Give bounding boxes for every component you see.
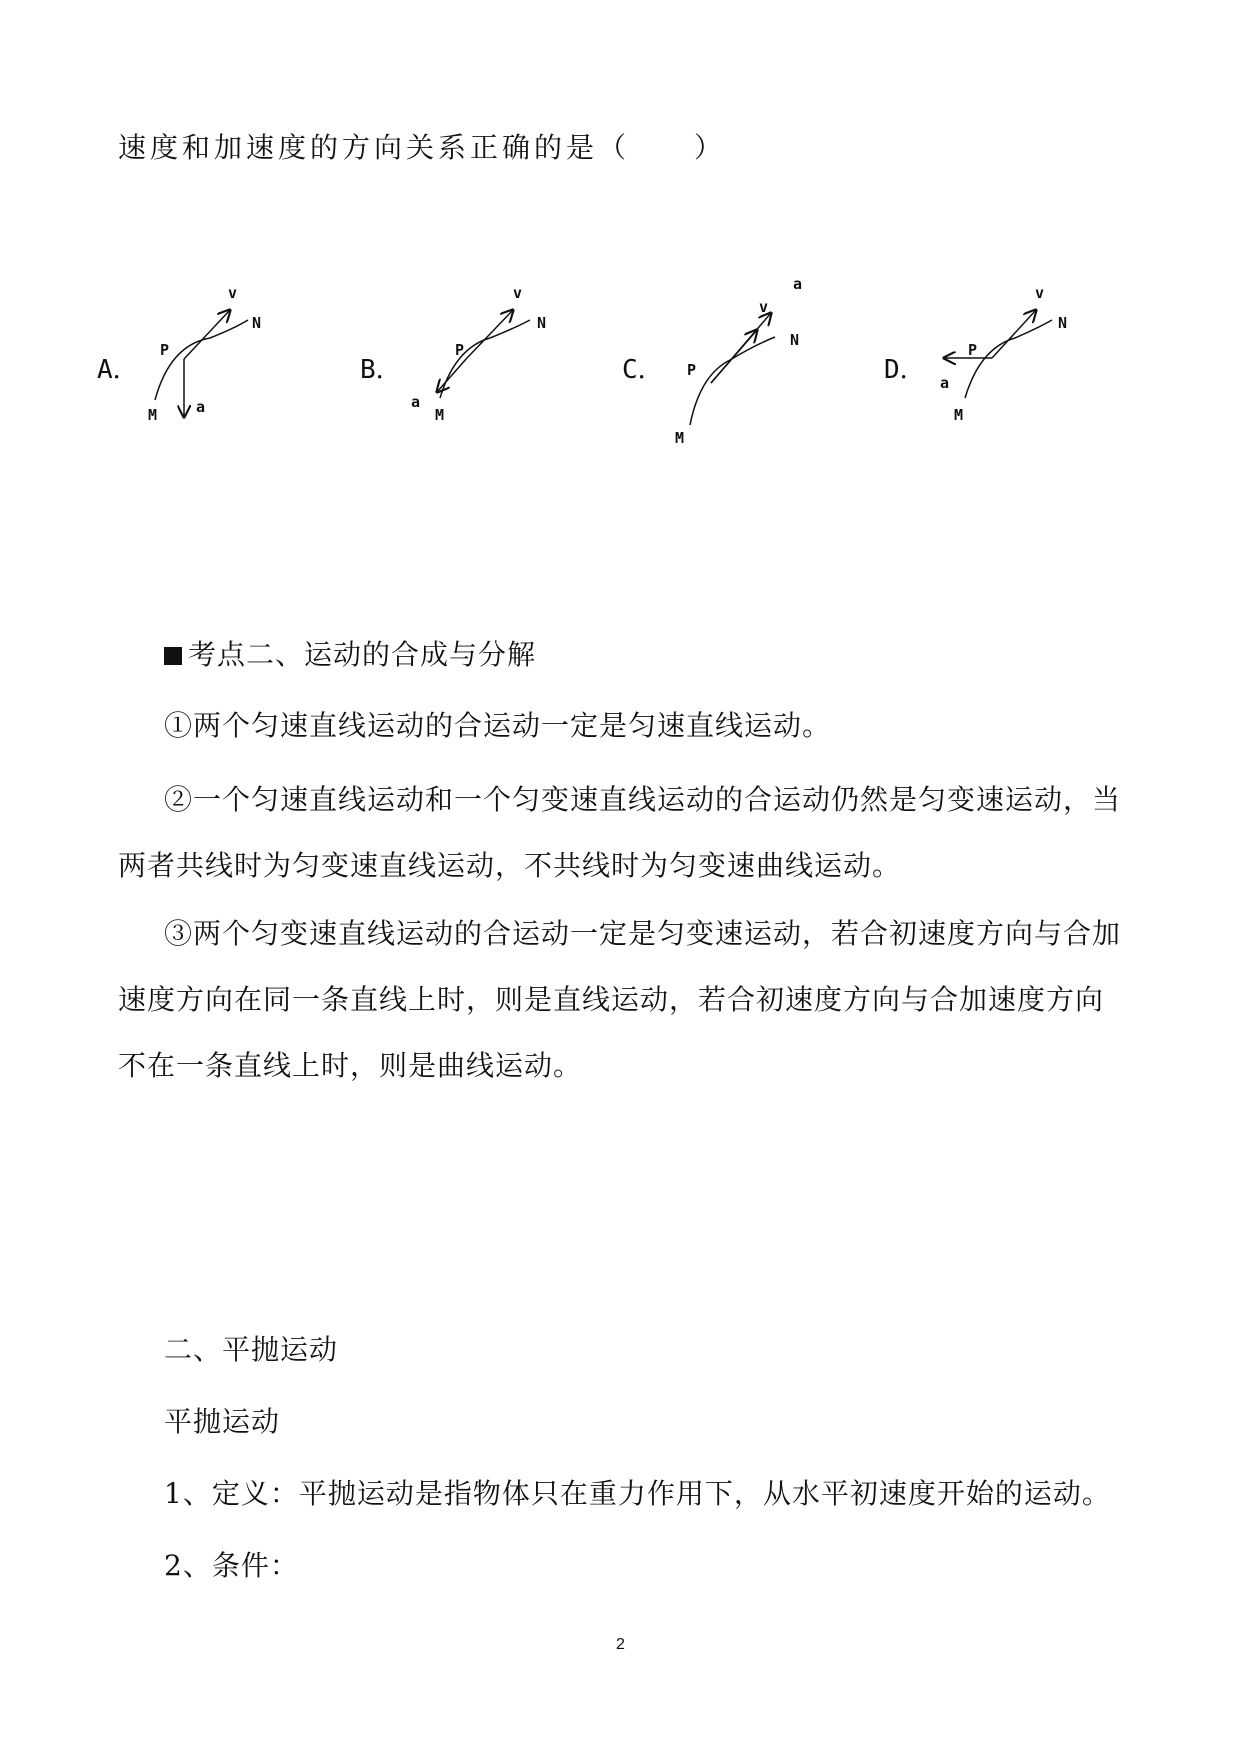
option-b-label: B． — [360, 355, 402, 385]
velocity-arrow — [992, 310, 1036, 358]
section-heading-text: 考点二、运动的合成与分解 — [188, 638, 537, 671]
velocity-arrow — [184, 310, 230, 359]
v-label: v — [513, 284, 523, 302]
condition-item: 2、条件： — [164, 1549, 299, 1582]
option-a-figure — [140, 280, 290, 444]
trajectory-curve — [965, 320, 1052, 398]
section-heading — [164, 638, 536, 672]
trajectory-curve — [440, 320, 530, 398]
trajectory-curve — [690, 337, 775, 425]
option-b-figure — [411, 280, 575, 444]
n-label: N — [1058, 314, 1068, 332]
m-label: M — [675, 429, 685, 447]
paragraph-2-line-1: ②一个匀速直线运动和一个匀变速直线运动的合运动仍然是匀变速运动，当 — [164, 783, 1122, 816]
a-label: a — [411, 393, 421, 411]
a-label: a — [793, 275, 803, 293]
p-label: P — [455, 341, 465, 359]
page-number: 2 — [616, 1636, 625, 1653]
p-label: P — [968, 341, 978, 359]
n-label: N — [790, 331, 800, 349]
trajectory-curve — [155, 320, 248, 400]
paragraph-1: ①两个匀速直线运动的合运动一定是匀速直线运动。 — [164, 709, 832, 742]
paragraph-3-line-1: ③两个匀变速直线运动的合运动一定是匀变速运动，若合初速度方向与合加 — [164, 917, 1122, 950]
m-label: M — [435, 406, 445, 424]
v-label: v — [1035, 284, 1045, 302]
n-label: N — [537, 314, 547, 332]
n-label: N — [252, 314, 262, 332]
velocity-arrow — [467, 310, 513, 358]
paragraph-3-line-3: 不在一条直线上时，则是曲线运动。 — [118, 1049, 583, 1082]
subheading: 平抛运动 — [164, 1405, 281, 1438]
acceleration-arrow — [711, 313, 771, 383]
v-label: v — [228, 284, 238, 302]
paragraph-2-line-2: 两者共线时为匀变速直线运动，不共线时为匀变速曲线运动。 — [118, 849, 902, 882]
option-c-label: C． — [622, 355, 664, 385]
a-label: a — [940, 374, 950, 392]
p-label: P — [687, 361, 697, 379]
option-d-figure — [940, 280, 1090, 444]
m-label: M — [954, 406, 964, 424]
chapter-heading: 二、平抛运动 — [164, 1333, 339, 1366]
v-label: v — [759, 298, 769, 316]
m-label: M — [148, 406, 158, 424]
p-label: P — [160, 341, 170, 359]
question-stem: 速度和加速度的方向关系正确的是（ ） — [118, 131, 727, 164]
definition-item: 1、定义：平抛运动是指物体只在重力作用下，从水平初速度开始的运动。 — [164, 1477, 1111, 1510]
a-label: a — [196, 398, 206, 416]
option-c-figure — [675, 275, 825, 459]
option-d-label: D． — [884, 355, 926, 385]
square-bullet-icon — [164, 647, 182, 665]
paragraph-3-line-2: 速度方向在同一条直线上时，则是直线运动，若合初速度方向与合加速度方向 — [118, 983, 1105, 1016]
option-a-label: A． — [97, 355, 139, 385]
acceleration-arrow — [437, 358, 467, 392]
